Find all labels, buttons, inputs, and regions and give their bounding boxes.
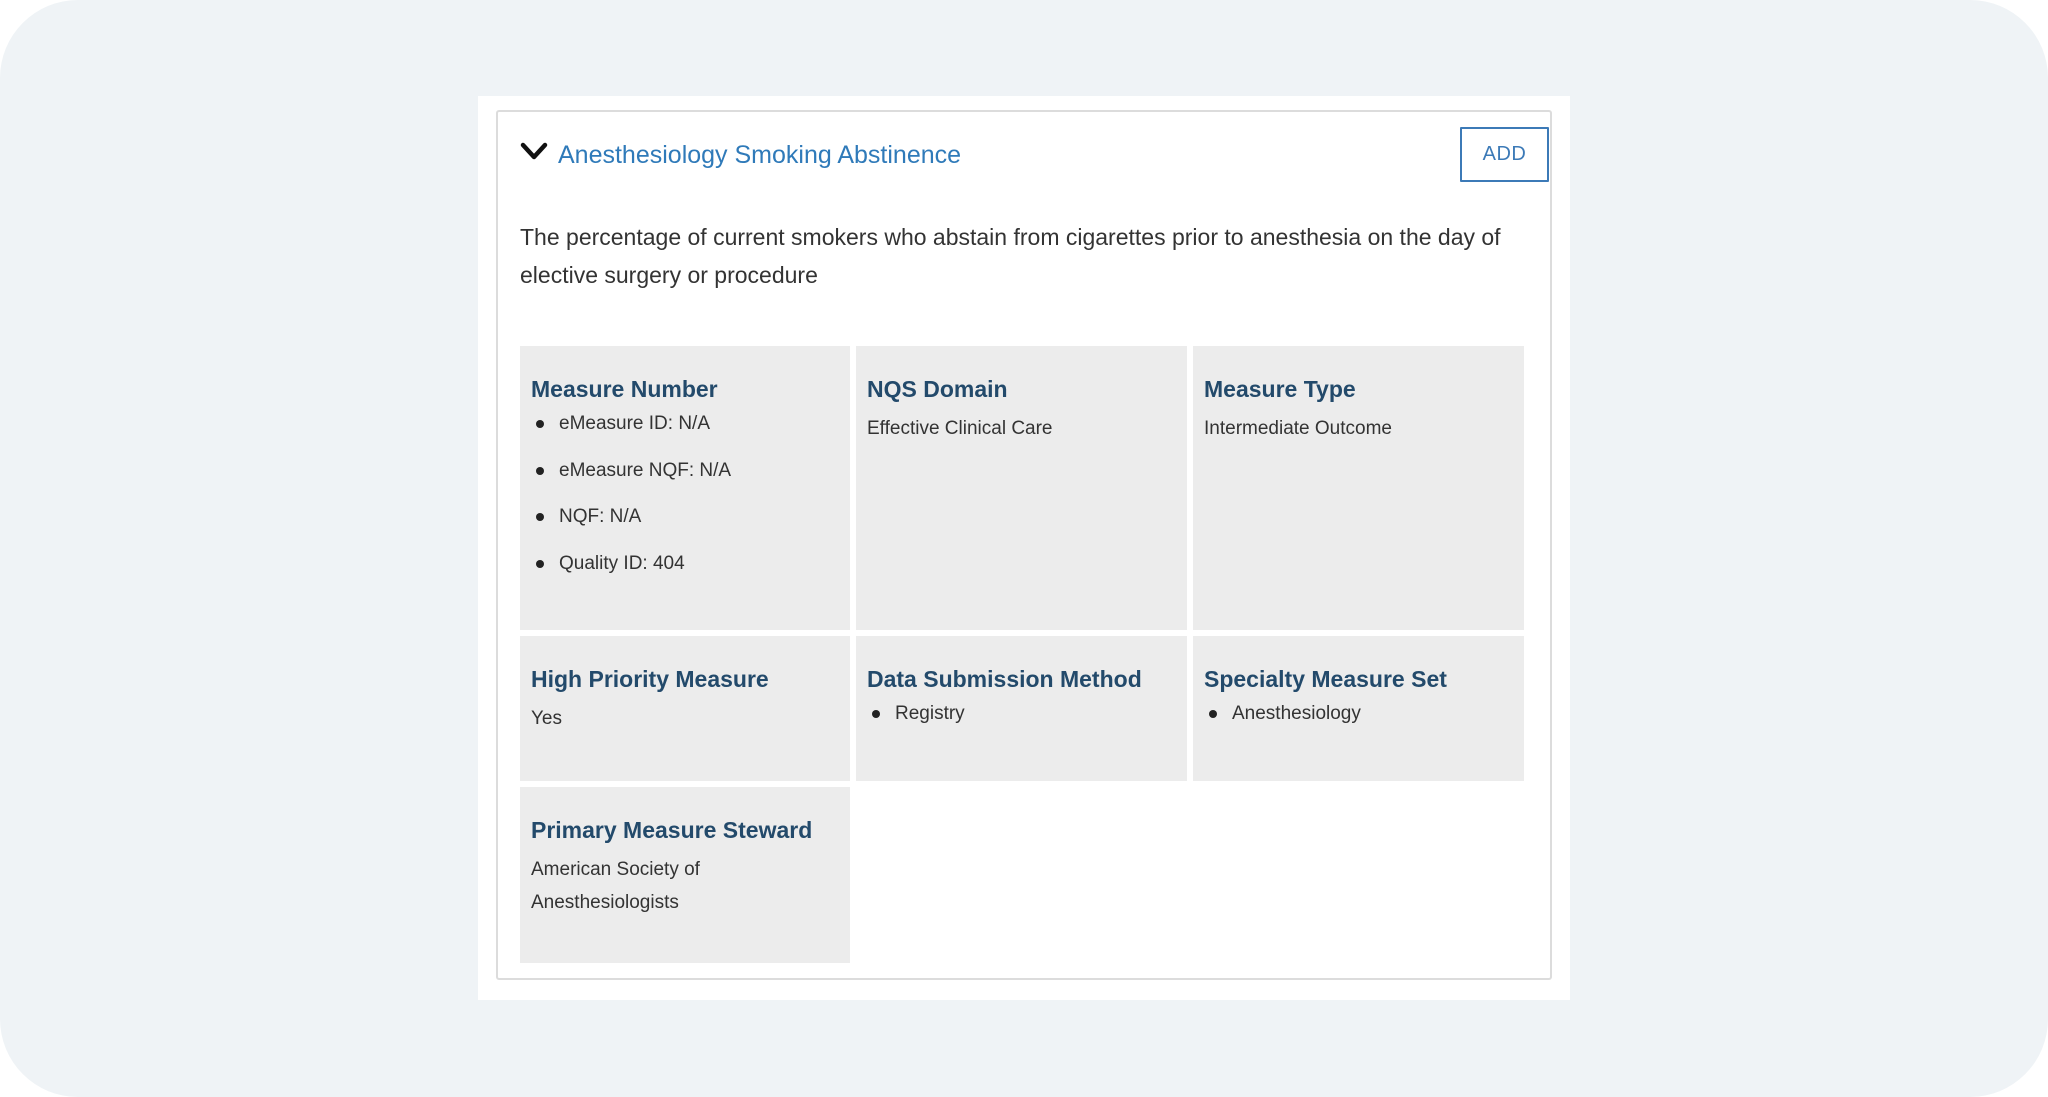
measure-number-list: [531, 412, 840, 576]
high-priority-heading: High Priority Measure: [531, 666, 769, 692]
nqs-domain-value: Effective Clinical Care: [867, 418, 1053, 439]
measure-description: The percentage of current smokers who abstain from cigarettes prior to anesthesia on the day of elective surgery or procedure: [520, 224, 1501, 288]
measure-type-heading: Measure Type: [1204, 376, 1356, 402]
list-item-text: Registry: [895, 703, 965, 724]
list-item-text: NQF: N/A: [559, 506, 642, 527]
bullet-icon: [1209, 710, 1217, 718]
bullet-icon: [536, 560, 544, 568]
specialty-set-cell: [1193, 636, 1524, 781]
list-item-text: Anesthesiology: [1232, 703, 1361, 724]
specialty-set-heading: Specialty Measure Set: [1204, 666, 1447, 692]
bullet-icon: [872, 710, 880, 718]
measure-header: [498, 112, 1550, 200]
list-item: [531, 552, 840, 576]
measure-number-cell: [520, 346, 850, 630]
measure-panel: [478, 96, 1570, 1000]
bullet-icon: [536, 467, 544, 475]
list-item: [531, 505, 840, 529]
add-button[interactable]: ADD: [1460, 127, 1549, 182]
list-item: [531, 459, 840, 483]
nqs-domain-cell: [856, 346, 1187, 630]
bullet-icon: [536, 420, 544, 428]
bullet-icon: [536, 513, 544, 521]
steward-cell: [520, 787, 850, 963]
measure-type-value: Intermediate Outcome: [1204, 418, 1392, 439]
list-item-text: eMeasure NQF: N/A: [559, 459, 732, 481]
specialty-set-list: [1204, 702, 1514, 726]
list-item: [867, 702, 1177, 726]
list-item-text: Quality ID: 404: [559, 552, 685, 574]
measure-number-heading: Measure Number: [531, 376, 718, 402]
nqs-domain-heading: NQS Domain: [867, 376, 1008, 402]
measure-type-cell: [1193, 346, 1524, 630]
measure-title-link[interactable]: Anesthesiology Smoking Abstinence: [558, 141, 962, 169]
submission-method-cell: [856, 636, 1187, 781]
list-item-text: eMeasure ID: N/A: [559, 413, 710, 434]
list-item: [531, 412, 840, 436]
submission-method-list: [867, 702, 1177, 726]
high-priority-value: Yes: [531, 708, 562, 729]
steward-value: American Society of Anesthesiologists: [531, 859, 700, 913]
high-priority-cell: [520, 636, 850, 781]
steward-heading: Primary Measure Steward: [531, 817, 813, 843]
chevron-down-icon[interactable]: [520, 142, 548, 162]
list-item: [1204, 702, 1514, 726]
submission-method-heading: Data Submission Method: [867, 666, 1142, 692]
measure-card: [496, 110, 1552, 980]
